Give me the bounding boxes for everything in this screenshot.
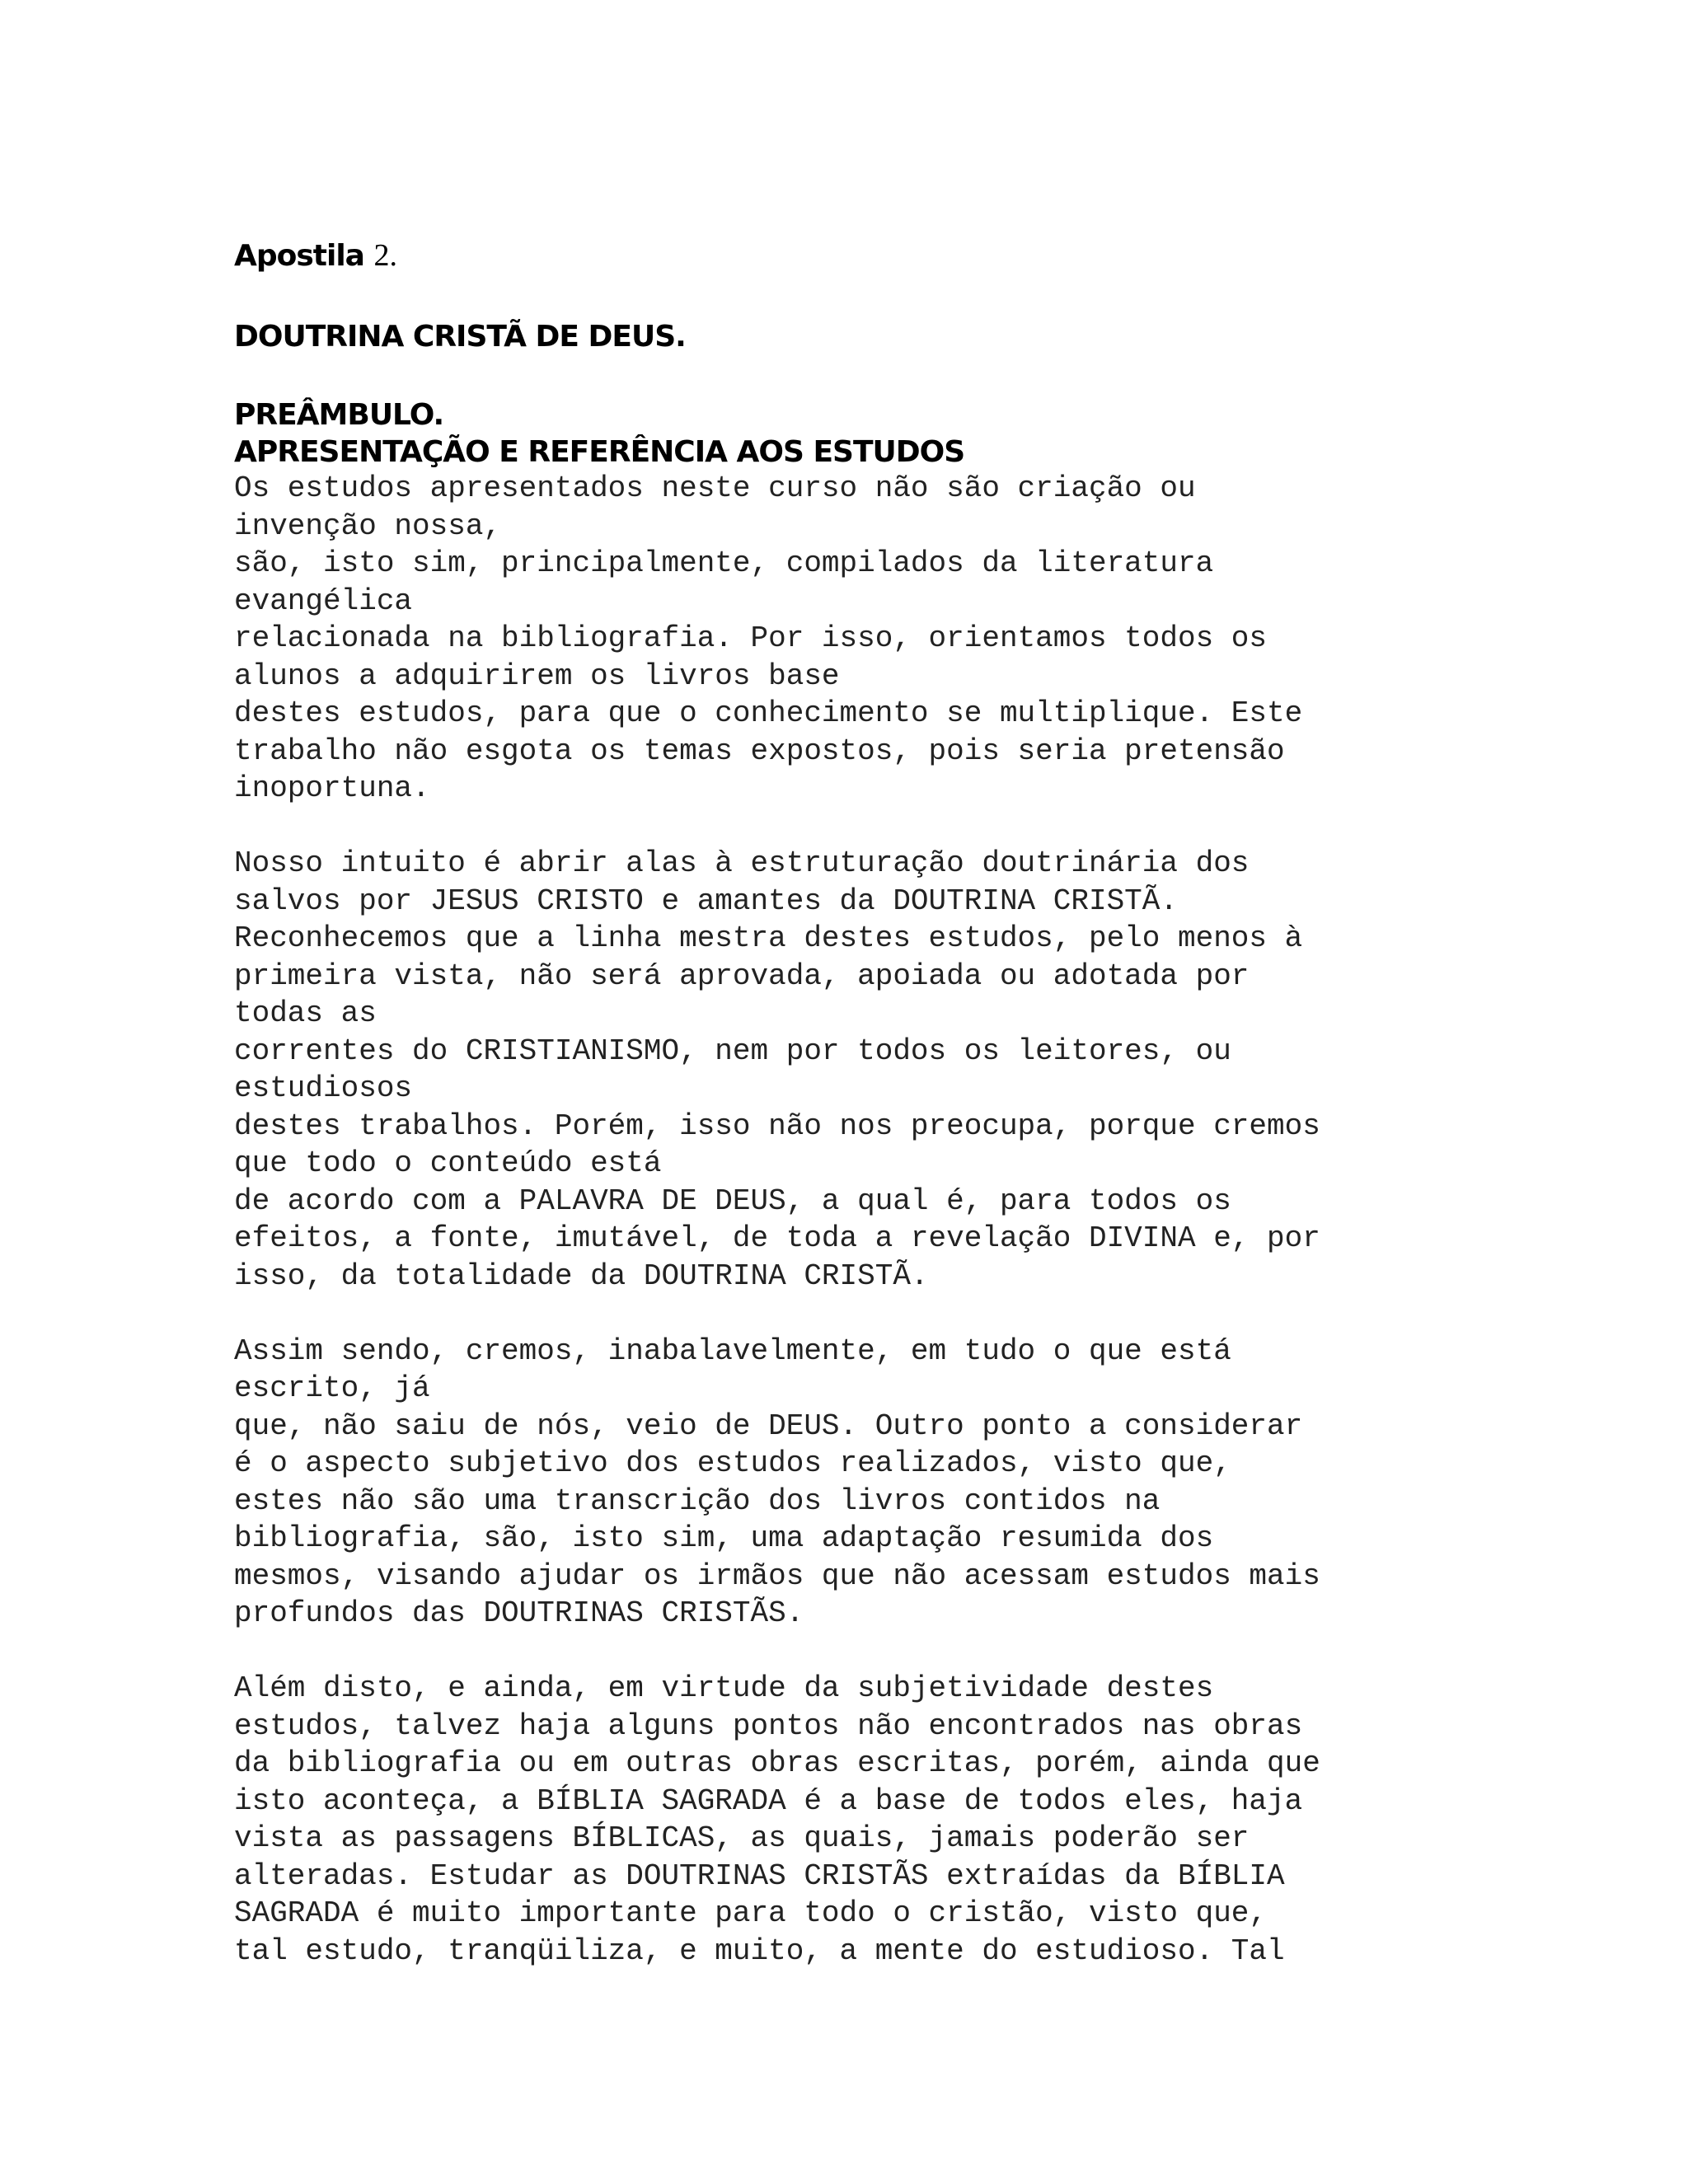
text-line: de acordo com a PALAVRA DE DEUS, a qual é, para todos os	[234, 1183, 1231, 1218]
text-line: escrito, já	[234, 1371, 430, 1405]
text-line: Os estudos apresentados neste curso não são criação ou	[234, 471, 1196, 505]
text-line: estudos, talvez haja alguns pontos não encontrados nas obras	[234, 1708, 1303, 1743]
text-line: é o aspecto subjetivo dos estudos realizados, visto que,	[234, 1446, 1231, 1480]
text-line: alunos a adquirirem os livros base	[234, 658, 840, 693]
text-line: tal estudo, tranqüiliza, e muito, a mente do estudioso. Tal	[234, 1933, 1285, 1968]
text-line: destes trabalhos. Porém, isso não nos preocupa, porque cremos	[234, 1108, 1320, 1143]
text-line: Reconhecemos que a linha mestra destes estudos, pelo menos à	[234, 921, 1303, 955]
paragraph	[234, 845, 1652, 1295]
text-line: mesmos, visando ajudar os irmãos que não acessam estudos mais	[234, 1558, 1320, 1593]
text-line: que, não saiu de nós, veio de DEUS. Outro ponto a considerar	[234, 1408, 1303, 1443]
document-title: DOUTRINA CRISTÃ DE DEUS.	[234, 320, 686, 354]
text-line: são, isto sim, principalmente, compilados da literatura	[234, 546, 1214, 580]
text-line: que todo o conteúdo está	[234, 1146, 662, 1180]
text-line: SAGRADA é muito importante para todo o cristão, visto que,	[234, 1896, 1268, 1930]
text-line: trabalho não esgota os temas expostos, pois seria pretensão	[234, 733, 1285, 768]
text-line: evangélica	[234, 583, 413, 618]
text-line: estudiosos	[234, 1071, 413, 1105]
text-line: correntes do CRISTIANISMO, nem por todos os leitores, ou	[234, 1033, 1231, 1068]
text-line: bibliografia, são, isto sim, uma adaptação resumida dos	[234, 1521, 1214, 1555]
section-heading: PREÂMBULO.	[234, 398, 444, 432]
text-line: da bibliografia ou em outras obras escritas, porém, ainda que	[234, 1746, 1320, 1780]
text-line: destes estudos, para que o conhecimento se multiplique. Este	[234, 696, 1303, 730]
text-line: primeira vista, não será aprovada, apoiada ou adotada por	[234, 958, 1250, 993]
text-line: invenção nossa,	[234, 509, 502, 543]
paragraph	[234, 1333, 1652, 1633]
text-line: inoportuna.	[234, 771, 430, 805]
text-line: Além disto, e ainda, em virtude da subjetividade destes	[234, 1671, 1214, 1705]
text-line: isto aconteça, a BÍBLIA SAGRADA é a base de todos eles, haja	[234, 1783, 1303, 1818]
text-line: efeitos, a fonte, imutável, de toda a revelação DIVINA e, por	[234, 1221, 1320, 1255]
text-line: isso, da totalidade da DOUTRINA CRISTÃ.	[234, 1258, 929, 1293]
subsection-heading: APRESENTAÇÃO E REFERÊNCIA AOS ESTUDOS	[234, 435, 965, 469]
paragraph	[234, 1670, 1652, 1970]
text-line: Assim sendo, cremos, inabalavelmente, em tudo o que está	[234, 1333, 1231, 1368]
text-line: alteradas. Estudar as DOUTRINAS CRISTÃS extraídas da BÍBLIA	[234, 1858, 1285, 1893]
text-line: todas as	[234, 996, 377, 1030]
body-text	[234, 470, 1652, 2008]
apostila-number: 2.	[373, 238, 398, 273]
text-line: vista as passagens BÍBLICAS, as quais, jamais poderão ser	[234, 1821, 1250, 1855]
apostila-label: Apostila	[234, 239, 364, 273]
text-line: estes não são uma transcrição dos livros contidos na	[234, 1483, 1160, 1518]
text-line: Nosso intuito é abrir alas à estruturação doutrinária dos	[234, 846, 1250, 880]
paragraph	[234, 470, 1652, 808]
text-line: relacionada na bibliografia. Por isso, orientamos todos os	[234, 621, 1268, 655]
text-line: salvos por JESUS CRISTO e amantes da DOUTRINA CRISTÃ.	[234, 883, 1178, 918]
text-line: profundos das DOUTRINAS CRISTÃS.	[234, 1596, 804, 1630]
apostila-heading	[234, 237, 397, 274]
